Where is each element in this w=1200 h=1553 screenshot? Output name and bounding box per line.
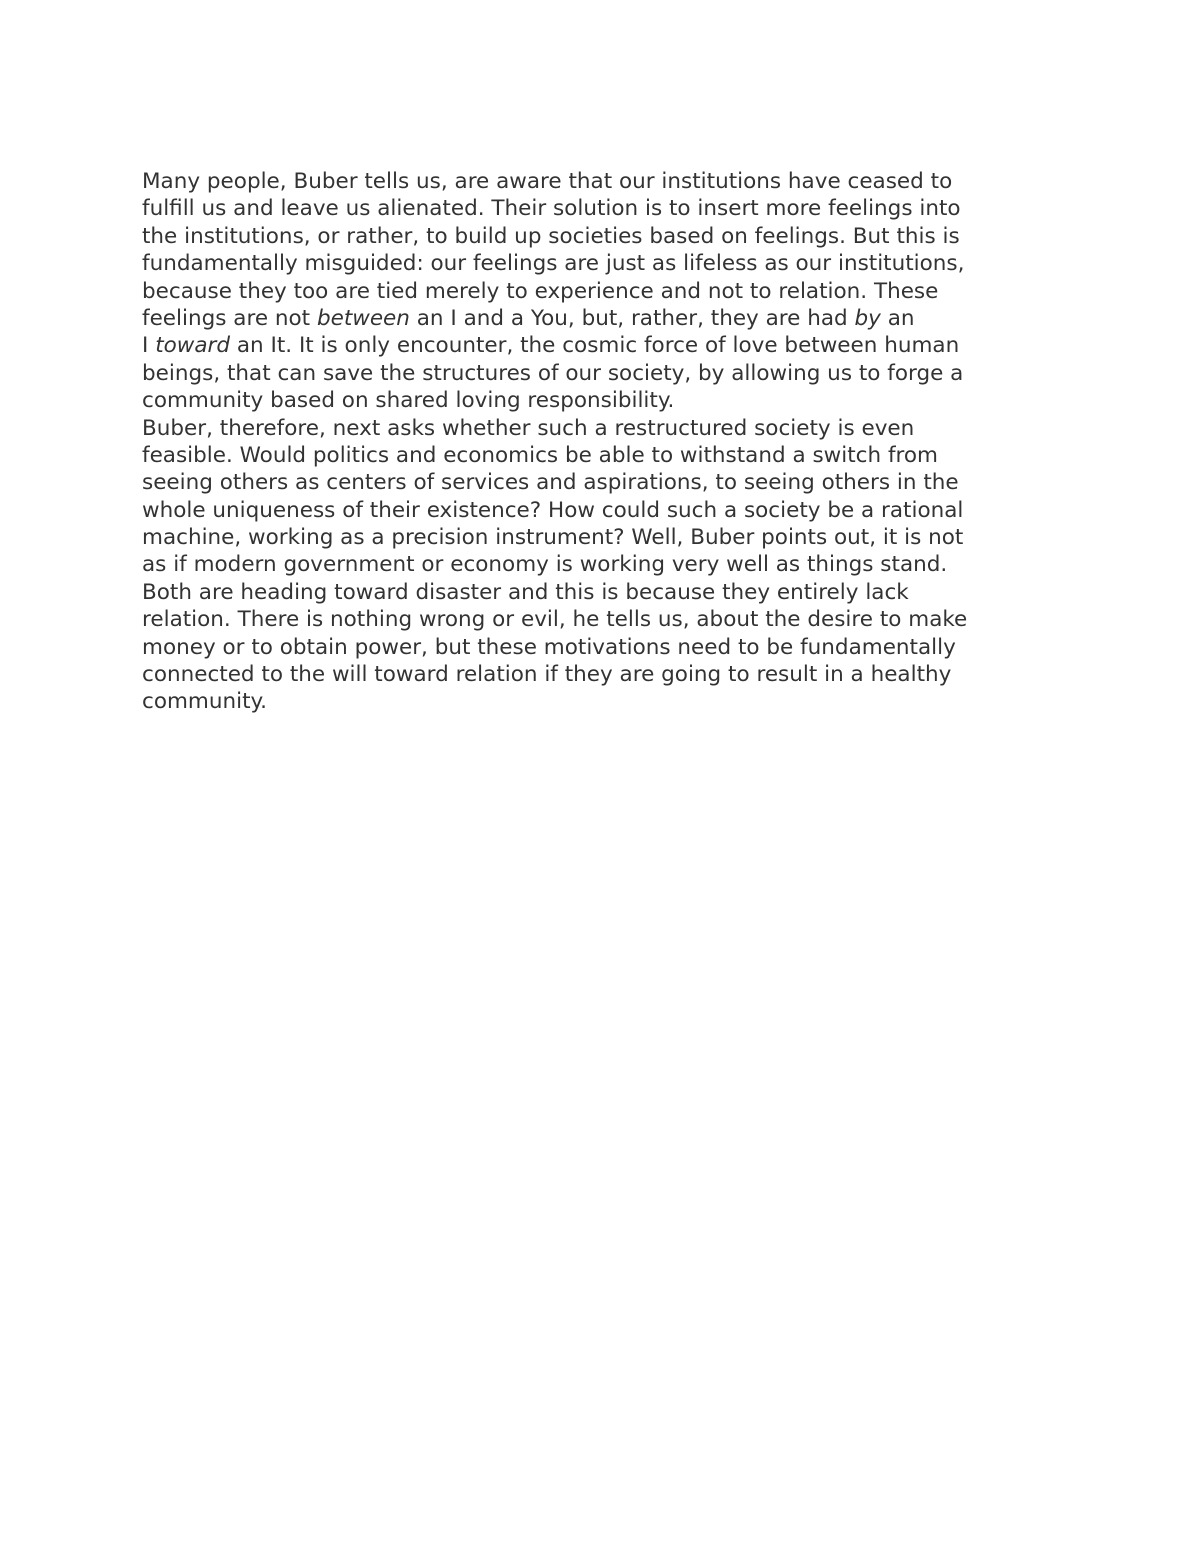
text-line: the institutions, or rather, to build up societies based on feelings. But this is (142, 223, 960, 249)
text-line: beings, that can save the structures of our society, by allowing us to forge a (142, 360, 964, 386)
text-line: money or to obtain power, but these motivations need to be fundamentally (142, 634, 956, 660)
paragraph-1 (142, 168, 1062, 415)
text-line: seeing others as centers of services and aspirations, to seeing others in the (142, 470, 959, 496)
text-line: whole uniqueness of their existence? How could such a society be a rational (142, 497, 964, 523)
italic-word-between: between (316, 305, 410, 331)
text-line: Both are heading toward disaster and this is because they entirely lack (142, 579, 909, 605)
text-line: fulfill us and leave us alienated. Their solution is to insert more feelings into (142, 196, 961, 222)
text-line: fundamentally misguided: our feelings are just as lifeless as our institutions, (142, 251, 965, 277)
italic-word-toward: toward (155, 333, 231, 359)
text-run: an It. It is only encounter, the cosmic force of love between human (230, 333, 960, 359)
text-line (142, 305, 1062, 332)
text-run: I (142, 333, 156, 359)
text-line: feasible. Would politics and economics be able to withstand a switch from (142, 442, 938, 468)
text-line (142, 332, 1062, 359)
text-line: community. (142, 689, 268, 715)
text-line: as if modern government or economy is working very well as things stand. (142, 552, 948, 578)
text-run: feelings are not (142, 305, 317, 331)
text-line: Many people, Buber tells us, are aware that our institutions have ceased to (142, 169, 953, 194)
italic-word-by: by (854, 305, 881, 331)
text-run: an (880, 305, 915, 331)
text-line: because they too are tied merely to experience and not to relation. These (142, 278, 939, 304)
text-line: relation. There is nothing wrong or evil, he tells us, about the desire to make (142, 607, 968, 633)
text-line: community based on shared loving responsibility. (142, 388, 675, 414)
body-text (142, 168, 1062, 716)
text-line: machine, working as a precision instrument? Well, Buber points out, it is not (142, 525, 964, 551)
text-line: Buber, therefore, next asks whether such a restructured society is even (142, 415, 915, 441)
text-line: connected to the will toward relation if they are going to result in a healthy (142, 662, 952, 688)
paragraph-2 (142, 415, 1062, 716)
text-run: an I and a You, but, rather, they are had (409, 305, 855, 331)
